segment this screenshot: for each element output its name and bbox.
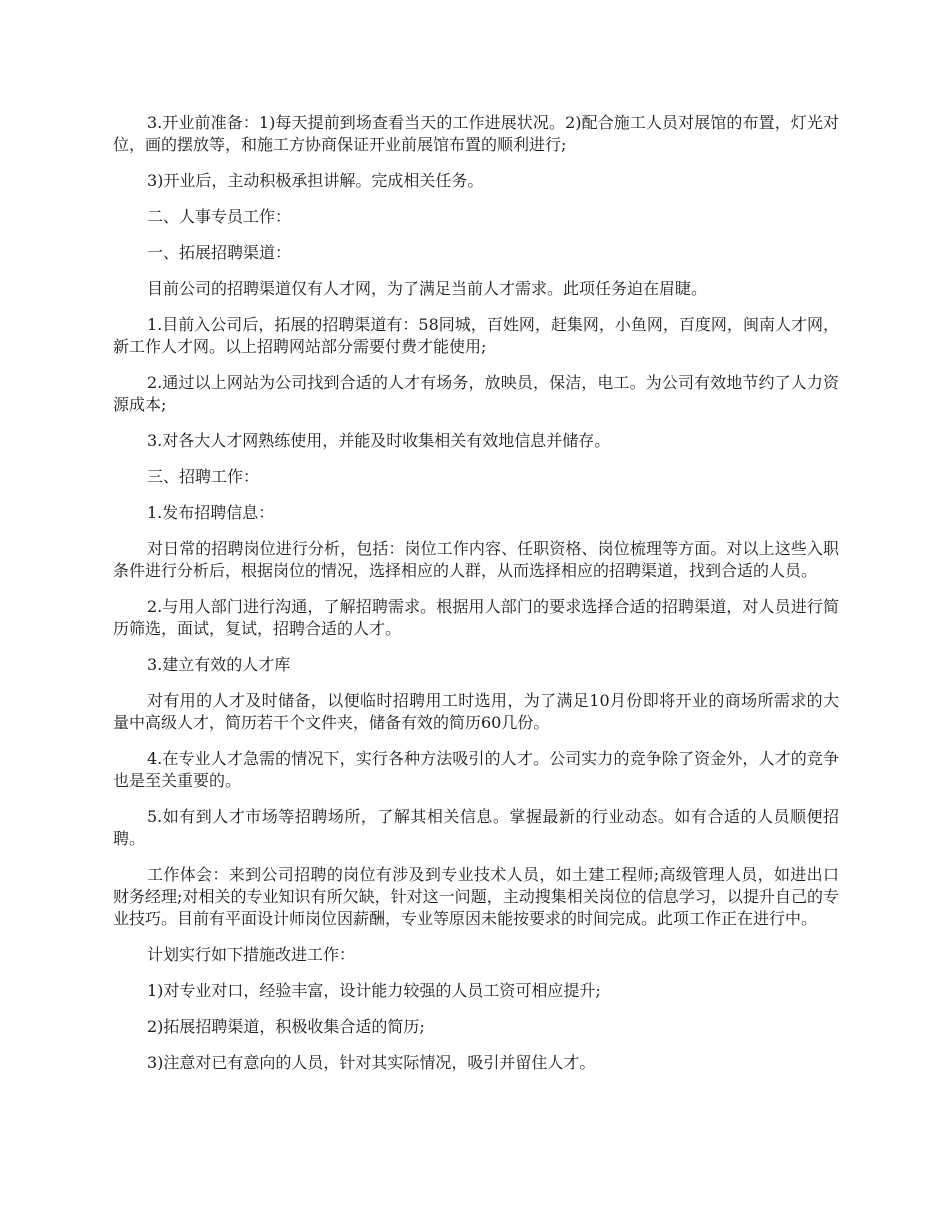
paragraph-work-experience: 工作体会：来到公司招聘的岗位有涉及到专业技术人员，如土建工程师;高级管理人员，如进出口财务经理;对相关的专业知识有所欠缺，针对这一问题，主动搜集相关岗位的信息学习，以提升自己的专业技巧。目前有平面设计师岗位因薪酬，专业等原因未能按要求的时间完成。此项工作正在进行中。	[113, 865, 839, 928]
paragraph-channels-list: 1.目前入公司后，拓展的招聘渠道有：58同城，百姓网，赶集网，小鱼网，百度网，闽南人才网，新工作人才网。以上招聘网站部分需要付费才能使用;	[113, 315, 839, 356]
subheading-post-job-info: 1.发布招聘信息：	[147, 503, 275, 522]
paragraph-talent-found: 2.通过以上网站为公司找到合适的人才有场务，放映员，保洁，电工。为公司有效地节约了人力资源成本;	[113, 373, 839, 414]
paragraph-talent-reserve: 对有用的人才及时储备，以便临时招聘用工时选用，为了满足10月份即将开业的商场所需求的大量中高级人才，简历若干个文件夹，储备有效的简历60几份。	[113, 691, 839, 732]
paragraph-proficient-use: 3.对各大人才网熟练使用，并能及时收集相关有效地信息并储存。	[147, 431, 611, 450]
section-heading-hr-specialist: 二、人事专员工作：	[147, 207, 292, 226]
paragraph-opening-prep: 3.开业前准备：1)每天提前到场查看当天的工作进展状况。2)配合施工人员对展馆的布置，灯光对位，画的摆放等，和施工方协商保证开业前展馆布置的顺利进行;	[113, 113, 839, 154]
subheading-talent-pool: 3.建立有效的人才库	[147, 655, 291, 674]
list-item-retain-talent: 3)注意对已有意向的人员，针对其实际情况，吸引并留住人才。	[147, 1053, 596, 1072]
paragraph-position-analysis: 对日常的招聘岗位进行分析，包括：岗位工作内容、任职资格、岗位梳理等方面。对以上这些入职条件进行分析后，根据岗位的情况，选择相应的人群，从而选择相应的招聘渠道，找到合适的人员。	[113, 539, 839, 580]
paragraph-improvement-plan: 计划实行如下措施改进工作：	[147, 945, 356, 964]
section-heading-recruitment: 三、招聘工作：	[147, 467, 260, 486]
paragraph-attract-talent: 4.在专业人才急需的情况下，实行各种方法吸引的人才。公司实力的竞争除了资金外，人才的竞争也是至关重要的。	[113, 749, 839, 790]
section-heading-expand-channels: 一、拓展招聘渠道：	[147, 243, 292, 262]
list-item-salary: 1)对专业对口，经验丰富，设计能力较强的人员工资可相应提升;	[147, 981, 601, 1000]
document-body	[113, 112, 839, 1088]
list-item-channels: 2)拓展招聘渠道，积极收集合适的简历;	[147, 1017, 425, 1036]
paragraph-department-communication: 2.与用人部门进行沟通，了解招聘需求。根据用人部门的要求选择合适的招聘渠道，对人员进行简历筛选，面试，复试，招聘合适的人才。	[113, 597, 839, 638]
paragraph-talent-market: 5.如有到人才市场等招聘场所，了解其相关信息。掌握最新的行业动态。如有合适的人员顺便招聘。	[113, 807, 839, 848]
paragraph-current-channels: 目前公司的招聘渠道仅有人才网，为了满足当前人才需求。此项任务迫在眉睫。	[147, 279, 708, 298]
paragraph-after-opening: 3)开业后，主动积极承担讲解。完成相关任务。	[147, 171, 484, 190]
